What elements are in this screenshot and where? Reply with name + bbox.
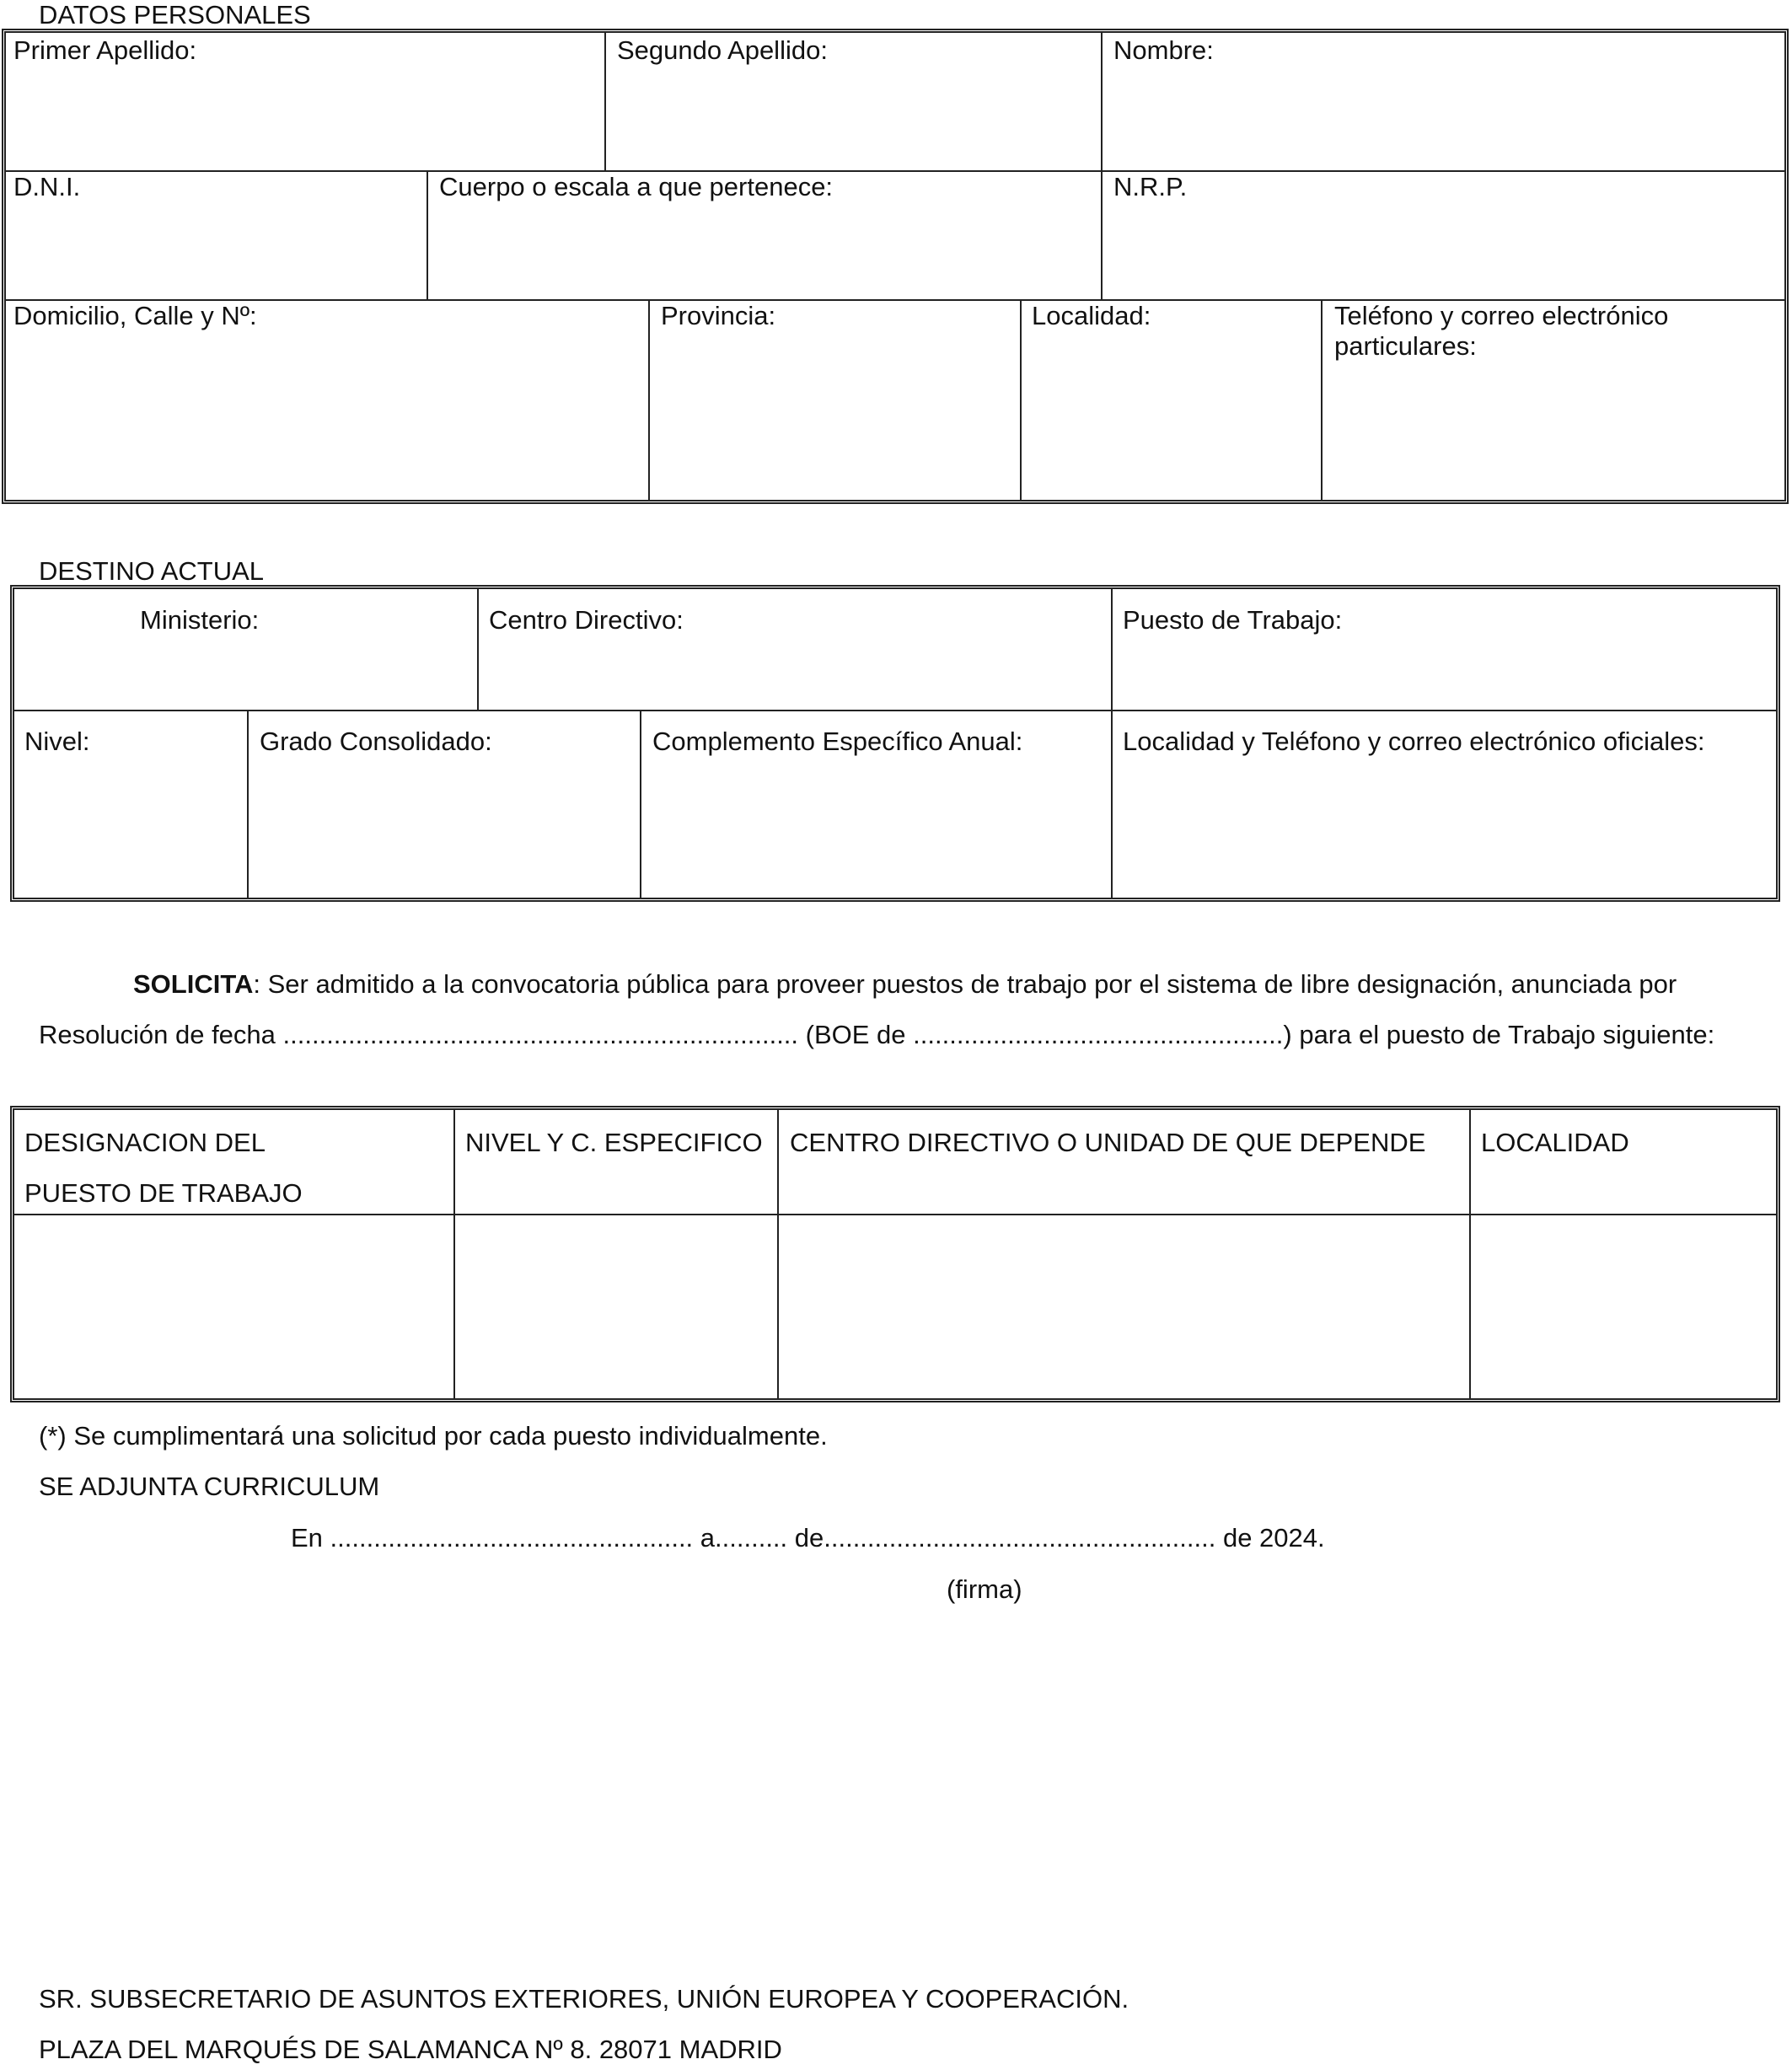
- nrp-field[interactable]: [1103, 172, 1785, 299]
- cuerpo-field[interactable]: [428, 172, 1101, 299]
- nivel-label: Nivel:: [24, 727, 90, 756]
- direccion: PLAZA DEL MARQUÉS DE SALAMANCA Nº 8. 28071 MADRID: [39, 2035, 782, 2064]
- provincia-field[interactable]: [650, 301, 1020, 501]
- centro-directivo-field[interactable]: [479, 588, 1111, 710]
- nombre-field[interactable]: [1103, 32, 1785, 170]
- nombre-label: Nombre:: [1113, 35, 1214, 65]
- col-designacion-header-line2: PUESTO DE TRABAJO: [24, 1178, 303, 1208]
- col-nivel-header: NIVEL Y C. ESPECIFICO: [465, 1128, 763, 1157]
- localidad-label: Localidad:: [1032, 301, 1151, 330]
- telefono-particular-label-line2: particulares:: [1334, 331, 1477, 361]
- ministerio-label: Ministerio:: [140, 605, 260, 635]
- adjunta-curriculum: SE ADJUNTA CURRICULUM: [39, 1472, 380, 1501]
- col-centro-header: CENTRO DIRECTIVO O UNIDAD DE QUE DEPENDE: [790, 1128, 1426, 1157]
- solicita-line1: [133, 969, 1677, 1000]
- nivel-especifico-cell[interactable]: [455, 1215, 777, 1399]
- dni-label: D.N.I.: [13, 172, 81, 201]
- nivel-field[interactable]: [13, 711, 247, 898]
- nota-solicitud: (*) Se cumplimentará una solicitud por cada puesto individualmente.: [39, 1421, 828, 1451]
- centro-directivo-cell[interactable]: [779, 1215, 1469, 1399]
- localidad-field[interactable]: [1022, 301, 1321, 501]
- lugar-fecha: En .................................................. a.......... de...................................................... de 2024.: [291, 1523, 1325, 1552]
- datos-personales-heading: DATOS PERSONALES: [39, 0, 311, 29]
- destino-actual-heading: DESTINO ACTUAL: [39, 556, 264, 586]
- domicilio-label: Domicilio, Calle y Nº:: [13, 301, 257, 330]
- localidad-oficial-label: Localidad y Teléfono y correo electrónico oficiales:: [1123, 727, 1705, 756]
- cuerpo-label: Cuerpo o escala a que pertenece:: [439, 172, 834, 201]
- provincia-label: Provincia:: [661, 301, 776, 330]
- designacion-cell[interactable]: [13, 1215, 453, 1399]
- puesto-trabajo-field[interactable]: [1113, 588, 1777, 710]
- solicita-text: : Ser admitido a la convocatoria pública para proveer puestos de trabajo por el sistema de libre designación, anunciada por: [253, 969, 1677, 999]
- telefono-particular-field[interactable]: [1323, 301, 1785, 501]
- primer-apellido-label: Primer Apellido:: [13, 35, 197, 65]
- complemento-especifico-field[interactable]: [641, 711, 1111, 898]
- centro-directivo-label: Centro Directivo:: [489, 605, 684, 635]
- grado-consolidado-field[interactable]: [249, 711, 640, 898]
- segundo-apellido-label: Segundo Apellido:: [617, 35, 828, 65]
- destinatario: SR. SUBSECRETARIO DE ASUNTOS EXTERIORES, UNIÓN EUROPEA Y COOPERACIÓN.: [39, 1984, 1129, 2014]
- solicita-label: SOLICITA: [133, 969, 254, 999]
- domicilio-field[interactable]: [5, 301, 648, 501]
- col-designacion-header-line1: DESIGNACION DEL: [24, 1128, 266, 1157]
- segundo-apellido-field[interactable]: [606, 32, 1101, 170]
- complemento-especifico-label: Complemento Específico Anual:: [652, 727, 1023, 756]
- firma-label: (firma): [947, 1574, 1022, 1604]
- dni-field[interactable]: [5, 172, 427, 299]
- puesto-trabajo-label: Puesto de Trabajo:: [1123, 605, 1343, 635]
- col-localidad-header: LOCALIDAD: [1481, 1128, 1629, 1157]
- solicita-line2: Resolución de fecha ....................................................................... (BOE de ...................................................) para el puesto de Trabajo siguiente:: [39, 1020, 1715, 1049]
- nrp-label: N.R.P.: [1113, 172, 1188, 201]
- primer-apellido-field[interactable]: [5, 32, 604, 170]
- ministerio-field[interactable]: [13, 588, 477, 710]
- localidad-oficial-field[interactable]: [1113, 711, 1777, 898]
- telefono-particular-label-line1: Teléfono y correo electrónico: [1334, 301, 1669, 330]
- grado-consolidado-label: Grado Consolidado:: [260, 727, 492, 756]
- localidad-cell[interactable]: [1471, 1215, 1777, 1399]
